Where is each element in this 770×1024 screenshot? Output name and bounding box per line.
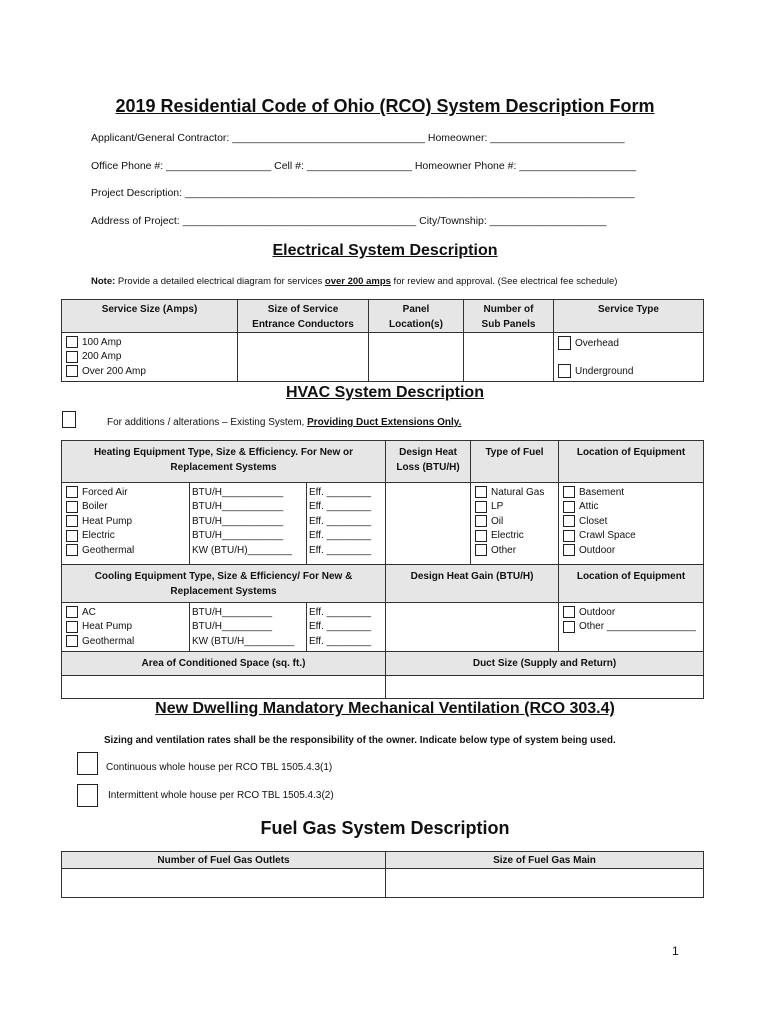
heating-btu-field[interactable]: KW (BTU/H)________: [192, 544, 293, 556]
checkbox-icon[interactable]: [62, 411, 76, 428]
heating-type-option[interactable]: Forced Air: [64, 485, 187, 500]
heating-btu-field[interactable]: BTU/H___________: [192, 501, 284, 513]
service-type-cell: [554, 333, 704, 382]
checkbox-icon[interactable]: [563, 486, 575, 498]
note-text-2: for review and approval. (See electrical fee schedule): [390, 276, 618, 287]
address-line[interactable]: Address of Project: ________________________________________ City/Township: ____________________: [91, 215, 607, 227]
panel-location-cell[interactable]: [369, 333, 464, 382]
duct-size-cell[interactable]: [386, 675, 704, 698]
service-size-cell: [62, 333, 238, 382]
service-size-option[interactable]: Over 200 Amp: [64, 364, 235, 379]
heating-location-option[interactable]: Closet: [561, 514, 701, 529]
fuel-option[interactable]: LP: [473, 500, 556, 515]
checkbox-icon[interactable]: [563, 501, 575, 513]
heating-eff-field[interactable]: Eff. ________: [309, 515, 372, 527]
checkbox-icon[interactable]: [475, 544, 487, 556]
checkbox-icon[interactable]: [563, 606, 575, 618]
heating-location-header: Location of Equipment: [559, 441, 704, 483]
checkbox-icon[interactable]: [475, 501, 487, 513]
cooling-location-option[interactable]: Other ________________: [561, 620, 701, 635]
heating-eff-cell: [307, 483, 386, 565]
fuel-gas-title: Fuel Gas System Description: [260, 818, 510, 838]
checkbox-icon[interactable]: [563, 621, 575, 633]
continuous-option-label: Continuous whole house per RCO TBL 1505.4.3(1): [106, 762, 333, 773]
checkbox-icon[interactable]: [66, 515, 78, 527]
additions-emphasis: Providing Duct Extensions Only.: [307, 417, 462, 428]
checkbox-icon[interactable]: [77, 784, 98, 807]
heating-location-option[interactable]: Outdoor: [561, 543, 701, 558]
heating-type-cell: [62, 483, 190, 565]
design-heat-loss-cell[interactable]: [386, 483, 471, 565]
heating-location-cell: [559, 483, 704, 565]
fuel-type-cell: [471, 483, 559, 565]
checkbox-icon[interactable]: [66, 336, 78, 348]
conductors-cell[interactable]: [238, 333, 369, 382]
service-size-header: Service Size (Amps): [62, 300, 238, 333]
checkbox-icon[interactable]: [66, 606, 78, 618]
fuel-type-header: Type of Fuel: [471, 441, 559, 483]
heating-eff-field[interactable]: Eff. ________: [309, 501, 372, 513]
heating-btu-field[interactable]: BTU/H___________: [192, 530, 284, 542]
conductors-header: Size of Service Entrance Conductors: [238, 300, 369, 333]
note-label: Note:: [91, 276, 116, 287]
cooling-location-header: Location of Equipment: [559, 565, 704, 603]
cooling-location-option[interactable]: Outdoor: [561, 605, 701, 620]
note-emphasis: over 200 amps: [324, 276, 391, 287]
heating-type-option[interactable]: Boiler: [64, 500, 187, 515]
heating-btu-field[interactable]: BTU/H___________: [192, 515, 284, 527]
checkbox-icon[interactable]: [66, 365, 78, 377]
cooling-btu-cell: [190, 603, 307, 652]
heating-location-option[interactable]: Attic: [561, 500, 701, 515]
checkbox-icon[interactable]: [558, 336, 571, 350]
checkbox-icon[interactable]: [66, 486, 78, 498]
cooling-type-cell: [62, 603, 190, 652]
checkbox-icon[interactable]: [66, 635, 78, 647]
intermittent-option-label: Intermittent whole house per RCO TBL 1505.4.3(2): [108, 790, 334, 801]
checkbox-icon[interactable]: [66, 530, 78, 542]
service-type-option[interactable]: Overhead: [556, 336, 619, 351]
applicant-line[interactable]: Applicant/General Contractor: _________________________________ Homeowner: _______________________: [91, 132, 625, 144]
cooling-eff-field[interactable]: Eff. ________: [309, 606, 372, 618]
fuel-option[interactable]: Electric: [473, 529, 556, 544]
fuel-gas-outlets-cell[interactable]: [62, 869, 386, 898]
fuel-gas-table: [61, 851, 704, 898]
cooling-eff-cell: [307, 603, 386, 652]
heating-btu-cell: [190, 483, 307, 565]
duct-size-header: Duct Size (Supply and Return): [386, 651, 704, 675]
fuel-option[interactable]: Oil: [473, 514, 556, 529]
electrical-title: Electrical System Description: [272, 242, 498, 259]
panel-location-header: Panel Location(s): [369, 300, 464, 333]
checkbox-icon[interactable]: [563, 515, 575, 527]
electrical-note: [91, 276, 617, 287]
service-size-option[interactable]: 200 Amp: [64, 350, 235, 365]
heating-location-option[interactable]: Crawl Space: [561, 529, 701, 544]
heating-header: Heating Equipment Type, Size & Efficiency. For New or Replacement Systems: [62, 441, 386, 483]
cooling-eff-field[interactable]: Eff. ________: [309, 635, 372, 647]
service-size-option[interactable]: 100 Amp: [64, 335, 235, 350]
checkbox-icon[interactable]: [563, 544, 575, 556]
cooling-eff-field[interactable]: Eff. ________: [309, 621, 372, 633]
hvac-title: HVAC System Description: [286, 384, 484, 401]
checkbox-icon[interactable]: [558, 364, 571, 378]
ventilation-instruction: Sizing and ventilation rates shall be the responsibility of the owner. Indicate below type of system being used.: [104, 735, 616, 746]
heating-btu-field[interactable]: BTU/H___________: [192, 486, 284, 498]
checkbox-icon[interactable]: [66, 351, 78, 363]
cooling-type-option[interactable]: Geothermal: [64, 634, 187, 649]
cooling-location-cell: [559, 603, 704, 652]
form-title: 2019 Residential Code of Ohio (RCO) System Description Form: [115, 96, 655, 116]
area-cell[interactable]: [62, 675, 386, 698]
area-header: Area of Conditioned Space (sq. ft.): [62, 651, 386, 675]
checkbox-icon[interactable]: [66, 621, 78, 633]
cooling-type-option[interactable]: Heat Pump: [64, 620, 187, 635]
heating-location-option[interactable]: Basement: [561, 485, 701, 500]
fuel-gas-main-cell[interactable]: [386, 869, 704, 898]
cooling-btu-field[interactable]: BTU/H_________: [192, 606, 273, 618]
ventilation-title: New Dwelling Mandatory Mechanical Ventilation (RCO 303.4): [155, 700, 615, 717]
phone-line[interactable]: Office Phone #: __________________ Cell #: __________________ Homeowner Phone #: ____________________: [91, 160, 637, 172]
project-description-line[interactable]: Project Description: _____________________________________________________________________________: [91, 187, 635, 199]
fuel-option[interactable]: Natural Gas: [473, 485, 556, 500]
design-heat-loss-header: Design Heat Loss (BTU/H): [386, 441, 471, 483]
cooling-type-option[interactable]: AC: [64, 605, 187, 620]
fuel-option[interactable]: Other: [473, 543, 556, 558]
heating-eff-field[interactable]: Eff. ________: [309, 544, 372, 556]
note-text-1: Provide a detailed electrical diagram for services: [115, 276, 325, 287]
heating-type-option[interactable]: Electric: [64, 529, 187, 544]
design-heat-gain-header: Design Heat Gain (BTU/H): [386, 565, 559, 603]
service-type-header: Service Type: [554, 300, 704, 333]
hvac-table: [61, 440, 704, 699]
heating-eff-field[interactable]: Eff. ________: [309, 530, 372, 542]
page-number: 1: [672, 944, 679, 958]
checkbox-icon[interactable]: [77, 752, 98, 775]
electrical-table: [61, 299, 704, 382]
checkbox-icon[interactable]: [475, 530, 487, 542]
additions-option: For additions / alterations – Existing System, Providing Duct Extensions Only.: [107, 417, 462, 428]
checkbox-icon[interactable]: [563, 530, 575, 542]
cooling-btu-field[interactable]: KW (BTU/H_________: [192, 635, 295, 647]
fuel-gas-main-header: Size of Fuel Gas Main: [386, 852, 704, 869]
checkbox-icon[interactable]: [475, 486, 487, 498]
heating-eff-field[interactable]: Eff. ________: [309, 486, 372, 498]
checkbox-icon[interactable]: [66, 501, 78, 513]
sub-panels-cell[interactable]: [464, 333, 554, 382]
cooling-header: Cooling Equipment Type, Size & Efficiency/ For New & Replacement Systems: [62, 565, 386, 603]
service-type-option[interactable]: Underground: [556, 364, 633, 379]
design-heat-gain-cell[interactable]: [386, 603, 559, 652]
sub-panels-header: Number of Sub Panels: [464, 300, 554, 333]
checkbox-icon[interactable]: [66, 544, 78, 556]
checkbox-icon[interactable]: [475, 515, 487, 527]
fuel-gas-outlets-header: Number of Fuel Gas Outlets: [62, 852, 386, 869]
heating-type-option[interactable]: Heat Pump: [64, 514, 187, 529]
cooling-btu-field[interactable]: BTU/H_________: [192, 621, 273, 633]
heating-type-option[interactable]: Geothermal: [64, 543, 187, 558]
